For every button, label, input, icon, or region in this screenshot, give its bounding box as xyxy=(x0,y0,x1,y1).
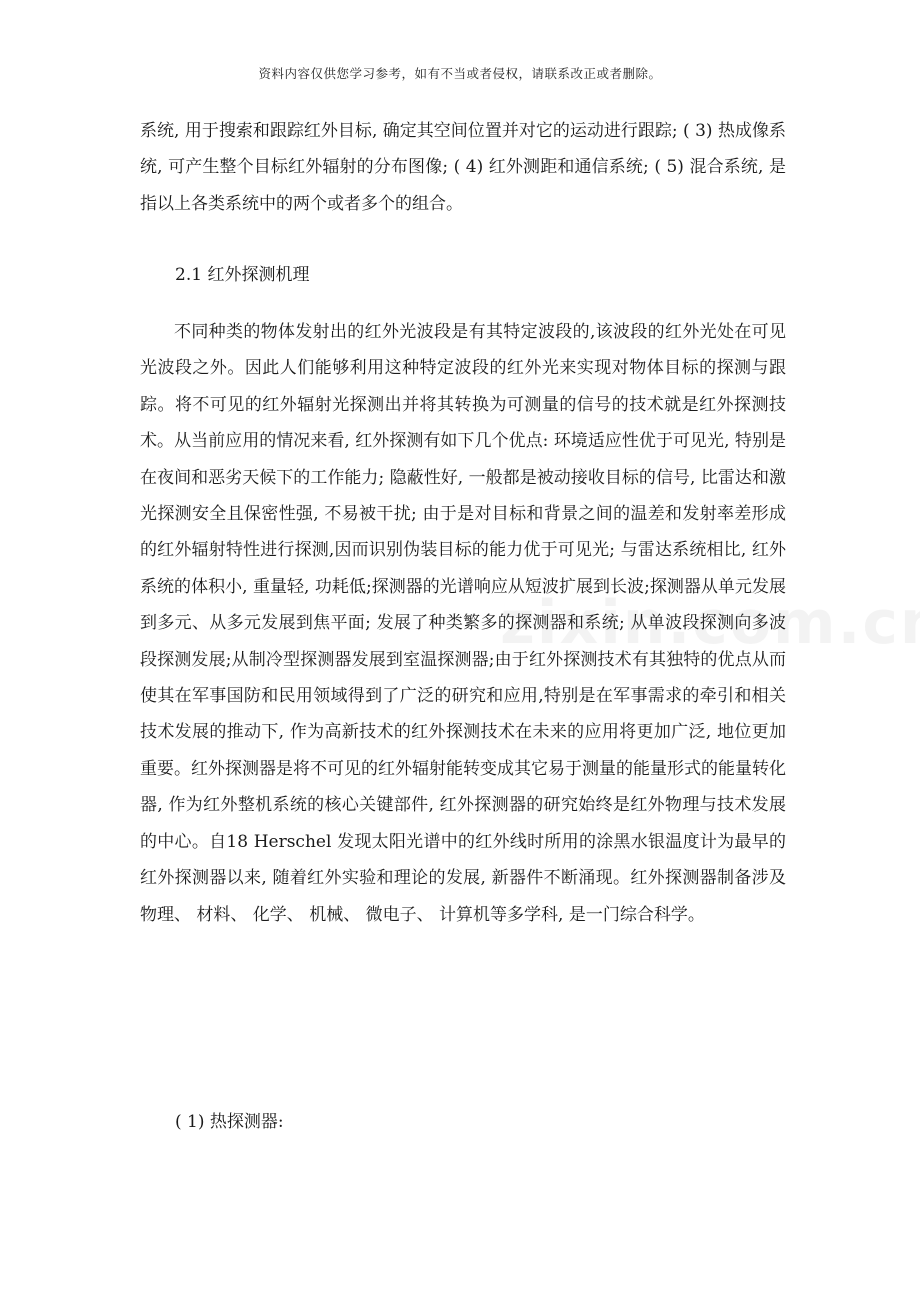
intro-block xyxy=(140,113,786,222)
main-paragraph: 不同种类的物体发射出的红外光波段是有其特定波段的,该波段的红外光处在可见光波段之外。因此人们能够利用这种特定波段的红外光来实现对物体目标的探测与跟踪。将不可见的红外辐射光探测出并将其转换为可测量的信号的技术就是红外探测技术。从当前应用的情况来看, 红外探测有如下几个优点: 环境适应性优于可见光, 特别是在夜间和恶劣天候下的工作能力; 隐蔽性好, 一般都是被动接收目标的信号, 比雷达和激光探测安全且保密性强, 不易被干扰; 由于是对目标和背景之间的温差和发射率差形成的红外辐射特性进行探测,因而识别伪装目标的能力优于可见光; 与雷达系统相比, 红外系统的体积小, 重量轻, 功耗低;探测器的光谱响应从短波扩展到长波;探测器从单元发展到多元、从多元发展到焦平面; 发展了种类繁多的探测器和系统; 从单波段探测向多波段探测发展;从制冷型探测器发展到室温探测器;由于红外探测技术有其独特的优点从而使其在军事国防和民用领域得到了广泛的研究和应用,特别是在军事需求的牵引和相关技术发展的推动下, 作为高新技术的红外探测技术在未来的应用将更加广泛, 地位更加重要。红外探测器是将不可见的红外辐射能转变成其它易于测量的能量形式的能量转化器, 作为红外整机系统的核心关键部件, 红外探测器的研究始终是红外物理与技术发展的中心。自18 Herschel 发现太阳光谱中的红外线时所用的涂黑水银温度计为最早的红外探测器以来, 随着红外实验和理论的发展, 新器件不断涌现。红外探测器制备涉及物理、 材料、 化学、 机械、 微电子、 计算机等多学科, 是一门综合科学。 xyxy=(140,322,786,925)
subsection-heading: ( 1) 热探测器: xyxy=(175,1112,284,1132)
main-block xyxy=(140,314,786,933)
copyright-notice: 资料内容仅供您学习参考，如有不当或者侵权，请联系改正或者删除。 xyxy=(258,66,662,81)
intro-paragraph: 系统, 用于搜索和跟踪红外目标, 确定其空间位置并对它的运动进行跟踪; ( 3) 热成像系统, 可产生整个目标红外辐射的分布图像; ( 4) 红外测距和通信系统; ( 5) 混合系统, 是指以上各类系统中的两个或者多个的组合。 xyxy=(140,121,786,214)
section-heading: 2.1 红外探测机理 xyxy=(175,265,310,285)
